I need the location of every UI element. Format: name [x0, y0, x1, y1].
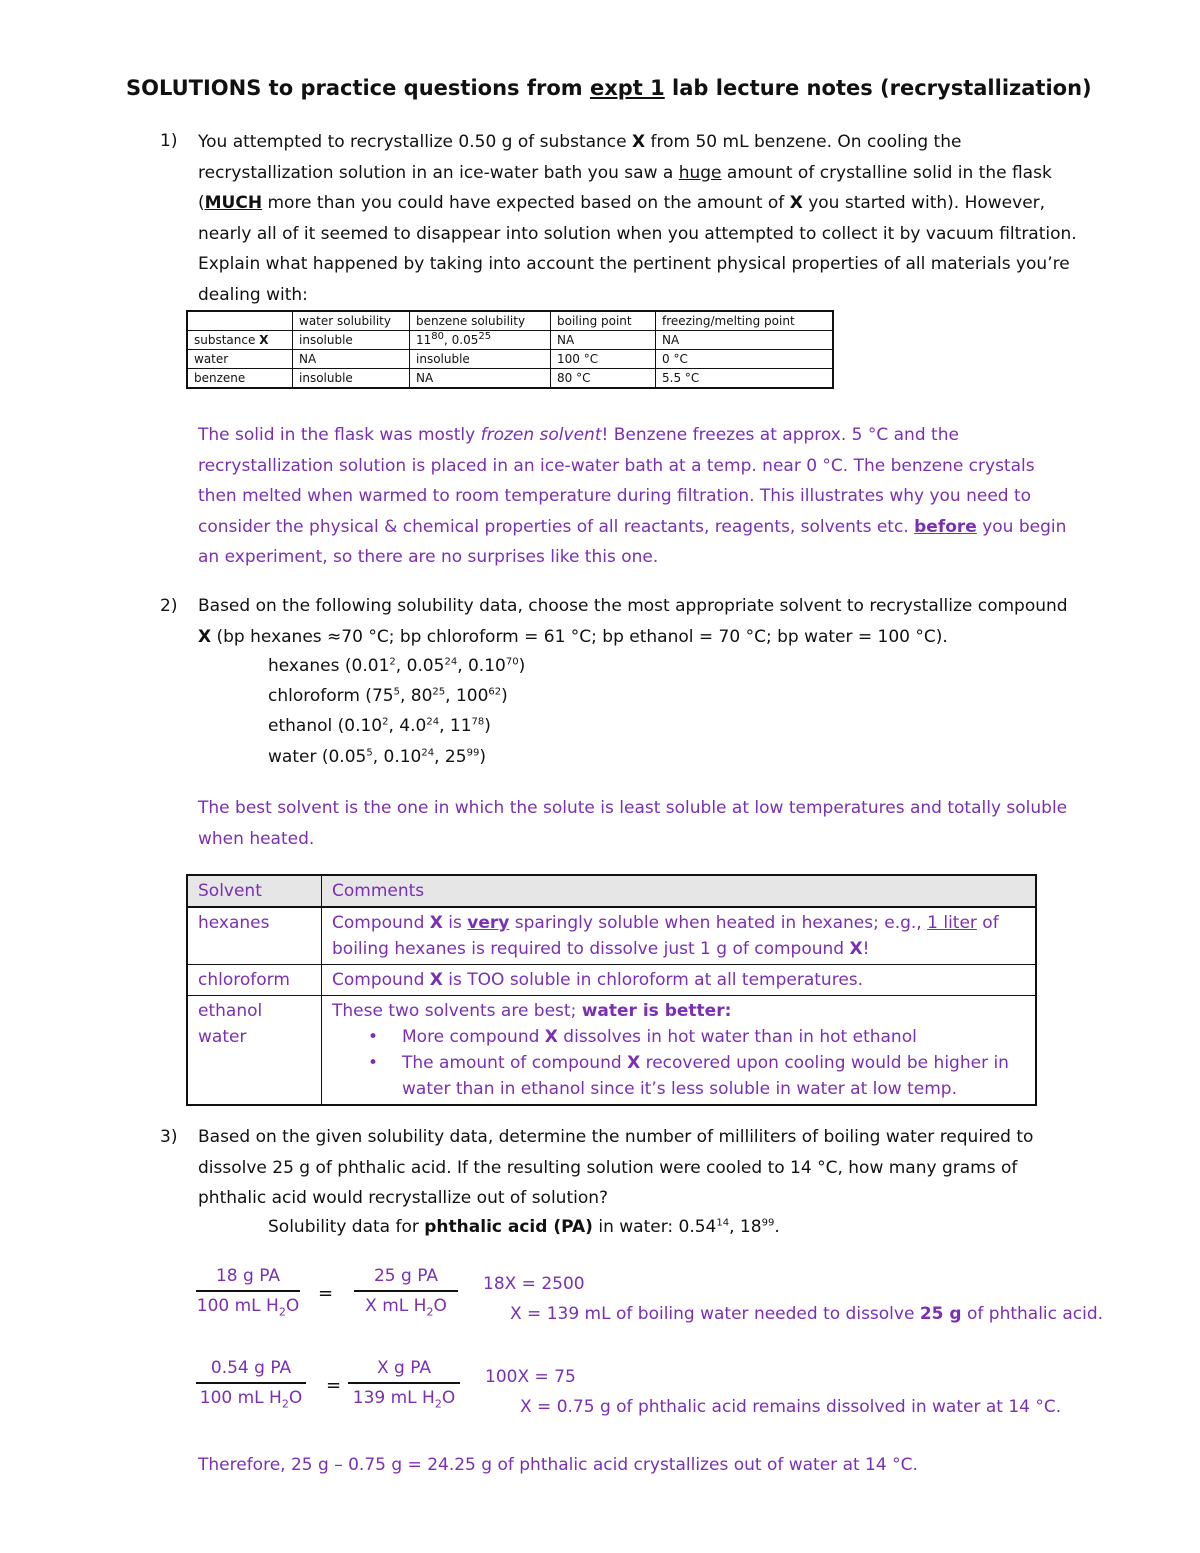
table-header-row: water solubility benzene solubility boiling point freezing/melting point	[187, 311, 833, 331]
equals-sign: =	[326, 1375, 342, 1396]
fraction-3: $\frac{\text{0.54 g PA}}{100 mL H_2O}$	[196, 1358, 306, 1408]
list-item: • More compound X dissolves in hot water than in hot ethanol	[332, 1024, 1025, 1050]
q2-text: Based on the following solubility data, choose the most appropriate solvent to recrystallize compound X (bp hexanes ≈70 °C; bp chloroform = 61 °C; bp ethanol = 70 °C; bp water = 100 °C).	[198, 596, 1068, 647]
equals-sign: =	[318, 1283, 334, 1304]
q1-answer: The solid in the flask was mostly frozen solvent! Benzene freezes at approx. 5 °C and the recrystallization solution is placed in an ice-water bath at a temp. near 0 °C. The benzene crystals then melted when warmed to room temperature during filtration. This illustrates why you need to consider the physical & chemical properties of all reactants, reagents, solvents etc. before you begin an experiment, so there are no surprises like this one.	[198, 425, 1067, 567]
q3-solubility-data: Solubility data for phthalic acid (PA) in water: 0.54$^{14}$, $18^{99}$.	[268, 1217, 780, 1237]
table-row: benzene insoluble NA 80 °C 5.5 °C	[187, 369, 833, 389]
q2-number: 2)	[160, 596, 178, 616]
solvent-hexanes: hexanes (0.01$^2$, 0.05$^{24}$, 0.10$^{70}$)	[268, 656, 526, 676]
table-row: substance X insoluble $11^{80}$, 0.05$^{25}$ NA NA	[187, 331, 833, 350]
fraction-2: $\frac{\text{25 g PA}}{X mL H_2O}$	[354, 1266, 458, 1316]
list-item: • The amount of compound X recovered upon cooling would be higher in water than in ethanol since it’s less soluble in water at low temp.	[332, 1050, 1025, 1102]
q1-number: 1)	[160, 131, 178, 151]
fraction-4: $\frac{\text{X g PA}}{139 mL H_2O}$	[348, 1358, 460, 1408]
q2-solvent-table	[186, 874, 1037, 1106]
solvent-water: water (0.05$^5$, 0.10$^{24}$, $25^{99}$)	[268, 747, 486, 767]
equation-1: 18X = 2500	[483, 1274, 585, 1294]
result-2: X = 0.75 g of phthalic acid remains dissolved in water at 14 °C.	[520, 1397, 1062, 1417]
q3-text: Based on the given solubility data, determine the number of milliliters of boiling water required to dissolve 25 g of phthalic acid. If the resulting solution were cooled to 14 °C, how many grams of phthalic acid would recrystallize out of solution?	[198, 1127, 1034, 1208]
solvent-chloroform: chloroform ($75^5$, $80^{25}$, $100^{62}$)	[268, 686, 508, 706]
q2-answer: The best solvent is the one in which the solute is least soluble at low temperatures and totally soluble when heated.	[198, 798, 1068, 849]
equation-2: 100X = 75	[485, 1367, 576, 1387]
solvent-ethanol: ethanol (0.10$^2$, $4.0^{24}$, $11^{78}$)	[268, 716, 491, 736]
table-row: hexanes Compound X is very sparingly soluble when heated in hexanes; e.g., 1 liter of boiling hexanes is required to dissolve just 1 g of compound X!	[187, 907, 1036, 965]
table-row: ethanol water These two solvents are best; water is better: • More compound X dissolves in hot water than in hot ethanol • The amount of compound X recovered upon cooling would be higher in water than in ethanol since it’s less soluble in water at low temp.	[187, 996, 1036, 1106]
final-answer: Therefore, 25 g – 0.75 g = 24.25 g of phthalic acid crystallizes out of water at 14 °C.	[198, 1455, 918, 1475]
fraction-1: $\frac{\text{18 g PA}}{100 mL H_2O}$	[196, 1266, 300, 1319]
result-1: X = 139 mL of boiling water needed to dissolve 25 g of phthalic acid.	[510, 1304, 1104, 1324]
q1-properties-table	[186, 310, 834, 389]
q1-text: You attempted to recrystallize 0.50 g of substance X from 50 mL benzene. On cooling the recrystallization solution in an ice-water bath you saw a huge amount of crystalline solid in the flask (MUCH more than you could have expected based on the amount of X you started with). However, nearly all of it seemed to disappear into solution when you attempted to collect it by vacuum filtration. Explain what happened by taking into account the pertinent physical properties of all materials you’re dealing with:	[198, 132, 1077, 305]
table-row: chloroform Compound X is TOO soluble in chloroform at all temperatures.	[187, 965, 1036, 996]
page-title: SOLUTIONS to practice questions from expt 1 lab lecture notes (recrystallization)	[126, 76, 1092, 100]
q3-number: 3)	[160, 1127, 178, 1147]
table-header-row: Solvent Comments	[187, 875, 1036, 907]
table-row: water NA insoluble 100 °C 0 °C	[187, 350, 833, 369]
